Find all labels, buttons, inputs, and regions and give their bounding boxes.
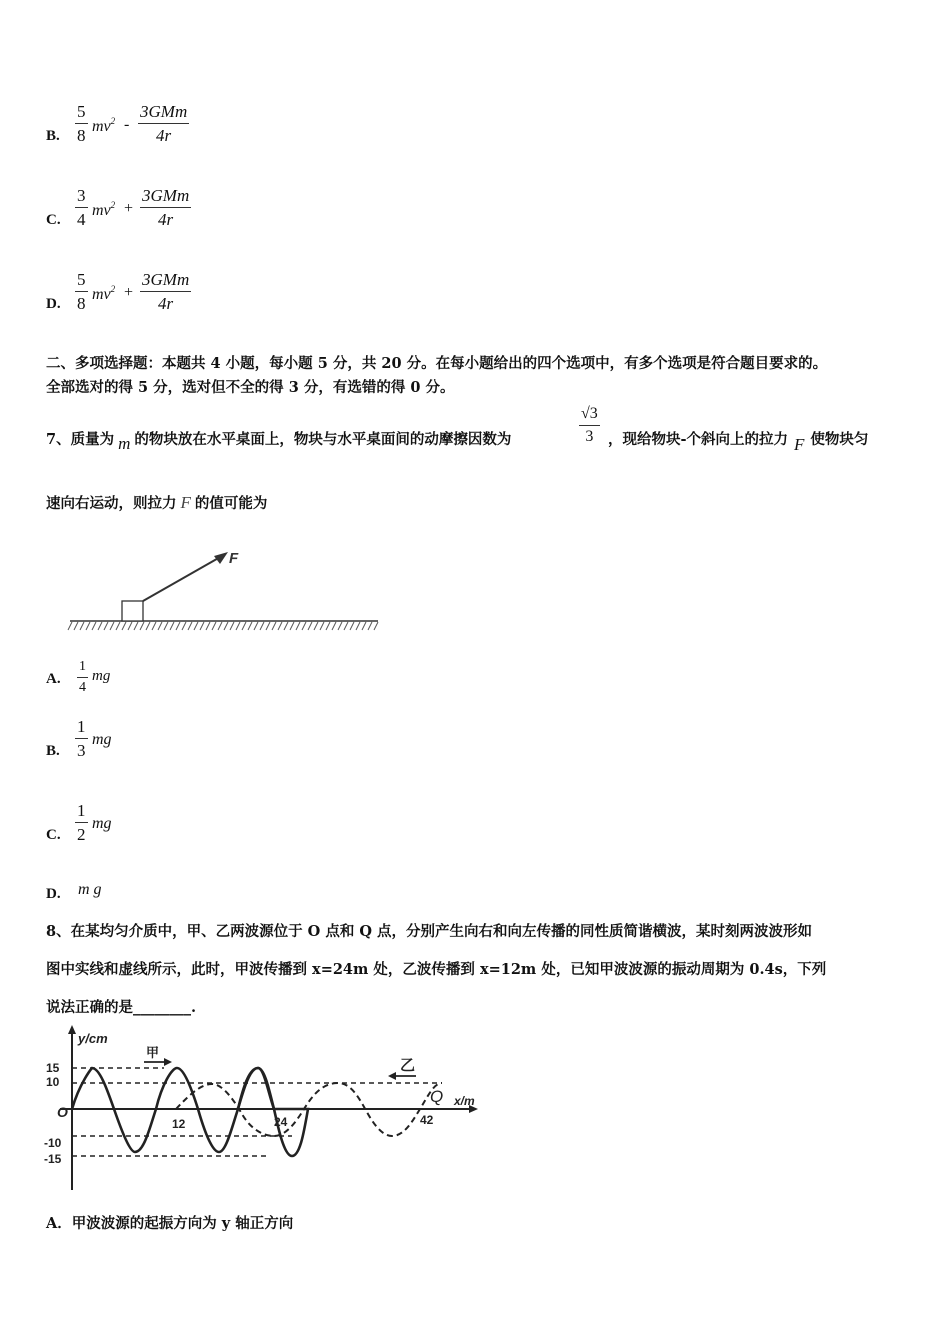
q7-stem-line1: 7、质量为 m 的物块放在水平桌面上，物块与水平桌面间的动摩擦因数为 [46,431,512,453]
operator: + [124,284,134,301]
y-tick: -15 [44,1152,62,1166]
arrow-head [388,1072,396,1080]
block [122,601,143,621]
q7-figure [66,542,382,634]
q8-option-a: A．甲波波源的起振方向为 y 轴正方向 [46,1215,294,1232]
ground-hatching [68,622,378,630]
q8-wave-graph [42,1022,492,1197]
fraction: $\frac{1}{4}$ [79,659,86,695]
fraction: $\frac{5}{8}$ [77,270,86,313]
q8-stem-line3: 说法正确的是________. [46,999,197,1016]
fraction: 3GMm 4r [142,270,190,313]
option-letter: D. [46,886,61,902]
option-letter: C. [46,212,61,228]
mu-fraction: $\frac{√3}{3}$ [581,405,598,445]
y-axis-arrow [68,1025,76,1034]
arrow-head [164,1058,172,1066]
q7-stem-line2: 速向右运动，则拉力 F 的值可能为 [46,493,268,512]
force-arrow [143,556,222,601]
option-letter: B. [46,743,60,759]
y-tick: 15 [46,1061,60,1075]
label-yi: 乙 [400,1057,416,1074]
y-tick: -10 [44,1136,62,1150]
term: mg [92,668,111,684]
q8-stem-line2: 图中实线和虚线所示，此时，甲波传播到 x=24m 处，乙波传播到 x=12m 处，已知甲波波源的振动周期为 0.4s，下列 [46,961,827,978]
term: mg [92,815,112,832]
x-tick: 12 [172,1117,186,1131]
y-axis-label: y/cm [78,1031,108,1046]
fraction: $\frac{5}{8}$ [77,102,86,145]
operator: - [124,116,130,133]
origin-label: O [57,1104,68,1120]
term: mv [92,118,111,135]
term: mv [92,202,111,219]
option-letter: B. [46,128,60,144]
x-tick: 24 [274,1115,288,1129]
term: mg [92,731,112,748]
y-tick: 10 [46,1075,60,1089]
section-heading: 二、多项选择题：本题共 4 小题，每小题 5 分，共 20 分。在每小题给出的四个选项中，有多个选项是符合题目要求的。 全部选对的得 5 分，选对但不全的得 3 分，有选错的得 0 分。 [46,355,828,396]
option-letter: D. [46,296,61,312]
option-letter: A. [46,671,61,687]
q7-stem-line1b: ，现给物块-个斜向上的拉力 F 使物块匀 [608,431,869,454]
fraction: $\frac{1}{2}$ [77,801,86,844]
q8-stem-line1: 8、在某均匀介质中，甲、乙两波源位于 O 点和 Q 点，分别产生向右和向左传播的同性质简谐横波，某时刻两波波形如 [46,923,813,940]
wave-jia-front [238,1068,308,1156]
fraction: $\frac{3}{4}$ [77,186,86,229]
x-tick: 42 [420,1113,434,1127]
x-axis-label: x/m [454,1094,475,1108]
fraction: 3GMm 4r [142,186,190,229]
q-label: Q [430,1087,444,1106]
operator: + [124,200,134,217]
force-label: F [229,550,239,567]
option-letter: C. [46,827,61,843]
term: m g [78,881,102,898]
term: mv [92,286,111,303]
label-jia: 甲 [146,1045,160,1060]
fraction: 3GMm 4r [140,102,188,145]
arrow-head [214,552,228,564]
fraction: $\frac{1}{3}$ [77,717,86,760]
